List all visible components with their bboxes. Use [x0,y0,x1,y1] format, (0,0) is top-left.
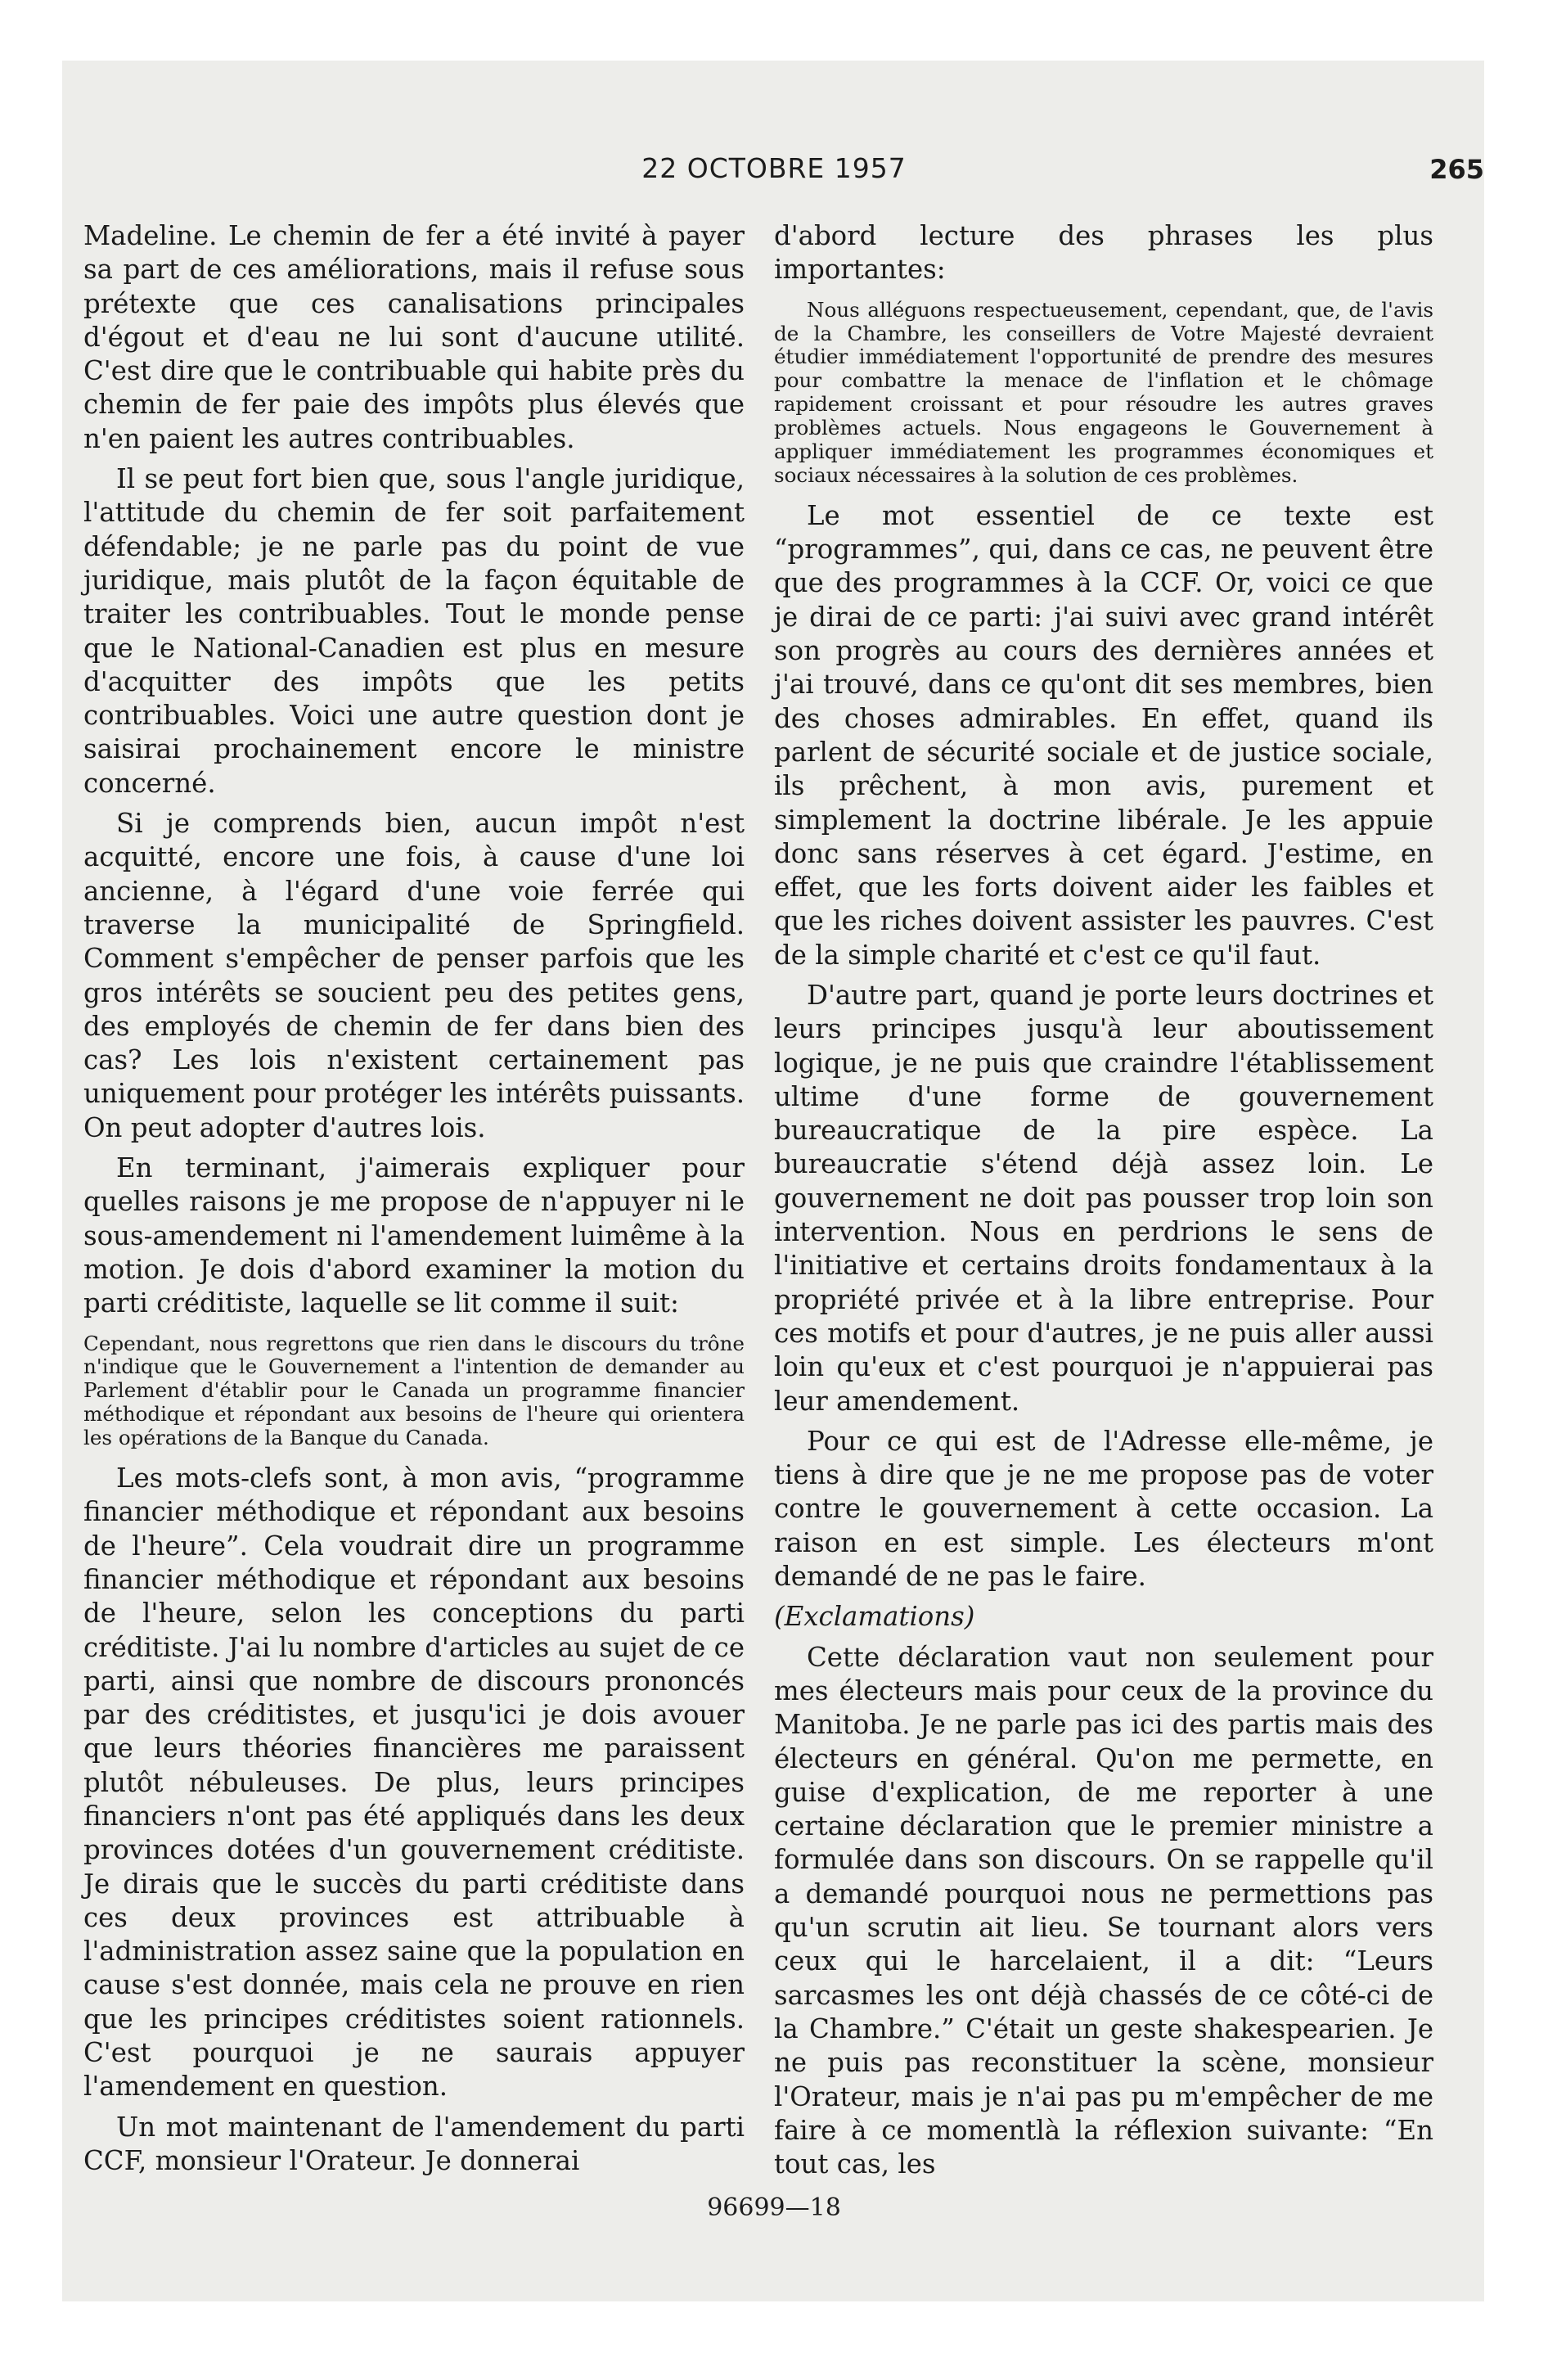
page-number: 265 [1429,154,1484,185]
paragraph: Un mot maintenant de l'amendement du parti CCF, monsieur l'Orateur. Je donnerai [83,2111,745,2176]
paragraph: Pour ce qui est de l'Adresse elle-même, je tiens à dire que je ne me propose pas de voter contre le gouvernement à cette occasion. La raison en est simple. Les électeurs m'ont demandé de ne pas le faire. [774,1425,1433,1593]
paragraph: Les mots-clefs sont, à mon avis, “programme financier méthodique et répondant aux besoins de l'heure”. Cela voudrait dire un programme financier méthodique et répondant aux besoins de l'heure, selon les conceptions du parti créditiste. J'ai lu nombre d'articles au sujet de ce parti, ainsi que nombre de discours prononcés par des créditistes, et jusqu'ici je dois avouer que leurs théories financières me paraissent plutôt nébuleuses. De plus, leurs principes financiers n'ont pas été appliqués dans les deux provinces dotées d'un gouvernement créditiste. Je dirais que le succès du parti créditiste dans ces deux provinces est attribuable à l'administration assez saine que la population en cause s'est donnée, mais cela ne prouve en rien que les principes créditistes soient rationnels. C'est pourquoi je ne saurais appuyer l'amendement en question. [83,1463,745,2103]
right-column [774,219,1433,2181]
paragraph: Si je comprends bien, aucun impôt n'est acquitté, encore une fois, à cause d'une loi ancienne, à l'égard d'une voie ferrée qui traverse la municipalité de Springfield. Comment s'empêcher de penser parfois que les gros intérêts se soucient peu des petites gens, des employés de chemin de fer dans bien des cas? Les lois n'existent certainement pas uniquement pour protéger les intérêts puissants. On peut adopter d'autres lois. [83,808,745,1143]
paragraph: d'abord lecture des phrases les plus importantes: [774,220,1433,286]
left-column [83,219,745,2178]
printer-signature: 96699—18 [707,2193,841,2222]
quoted-motion: Cependant, nous regrettons que rien dans le discours du trône n'indique que le Gouvernement a l'intention de demander au Parlement d'établir pour le Canada un programme financier méthodique et répondant aux besoins de l'heure qui orientera les opérations de la Banque du Canada. [83,1331,745,1450]
quoted-amendment: Nous alléguons respectueusement, cependant, que, de l'avis de la Chambre, les conseillers de Votre Majesté devraient étudier immédiatement l'opportunité de prendre des mesures pour combattre la menace de l'inflation et le chômage rapidement croissant et pour résoudre les autres graves problèmes actuels. Nous engageons le Gouvernement à appliquer immédiatement les programmes économiques et sociaux nécessaires à la solution de ces problèmes. [774,297,1433,487]
paragraph: D'autre part, quand je porte leurs doctrines et leurs principes jusqu'à leur aboutissement logique, je ne puis que craindre l'établissement ultime d'une forme de gouvernement bureaucratique de la pire espèce. La bureaucratie s'étend déjà assez loin. Le gouvernement ne doit pas pousser trop loin son intervention. Nous en perdrions le sens de l'initiative et certains droits fondamentaux à la propriété privée et à la libre entreprise. Pour ces motifs et pour d'autres, je ne puis aller aussi loin qu'eux et c'est pourquoi je n'appuierai pas leur amendement. [774,980,1433,1417]
paragraph: Le mot essentiel de ce texte est “programmes”, qui, dans ce cas, ne peuvent être que des programmes à la CCF. Or, voici ce que je dirai de ce parti: j'ai suivi avec grand intérêt son progrès au cours des dernières années et j'ai trouvé, dans ce qu'ont dit ses membres, bien des choses admirables. En effet, quand ils parlent de sécurité sociale et de justice sociale, ils prêchent, à mon avis, purement et simplement la doctrine libérale. Je les appuie donc sans réserves à cet égard. J'estime, en effet, que les forts doivent aider les faibles et que les riches doivent assister les pauvres. C'est de la simple charité et c'est ce qu'il faut. [774,499,1433,971]
exclamations-note: (Exclamations) [774,1601,975,1633]
paragraph: Cette déclaration vaut non seulement pour mes électeurs mais pour ceux de la province du Manitoba. Je ne parle pas ici des partis mais des électeurs en général. Qu'on me permette, en guise d'explication, de me reporter à une certaine déclaration que le premier ministre a formulée dans son discours. On se rappelle qu'il a demandé pourquoi nous ne permettions pas qu'un scrutin ait lieu. Se tournant alors vers ceux qui le harcelaient, il a dit: “Leurs sarcasmes les ont déjà chassés de ce côté-ci de la Chambre.” C'était un geste shakespearien. Je ne puis pas reconstituer la scène, monsieur l'Orateur, mais je n'ai pas pu m'empêcher de me faire à ce momentlà la réflexion suivante: “En tout cas, les [774,1641,1433,2180]
paragraph: Il se peut fort bien que, sous l'angle juridique, l'attitude du chemin de fer soit parfaitement défendable; je ne parle pas du point de vue juridique, mais plutôt de la façon équitable de traiter les contribuables. Tout le monde pense que le National-Canadien est plus en mesure d'acquitter des impôts que les petits contribuables. Voici une autre question dont je saisirai prochainement encore le ministre concerné. [83,463,745,799]
paragraph: En terminant, j'aimerais expliquer pour quelles raisons je me propose de n'appuyer ni le sous-amendement ni l'amendement luimême à la motion. Je dois d'abord examiner la motion du parti créditiste, laquelle se lit comme il suit: [83,1152,745,1319]
paragraph: Madeline. Le chemin de fer a été invité à payer sa part de ces améliorations, mais il refuse sous prétexte que ces canalisations principales d'égout et d'eau ne lui sont d'aucune utilité. C'est dire que le contribuable qui habite près du chemin de fer paie des impôts plus élevés que n'en paient les autres contribuables. [83,220,745,454]
header-date: 22 OCTOBRE 1957 [641,152,907,184]
